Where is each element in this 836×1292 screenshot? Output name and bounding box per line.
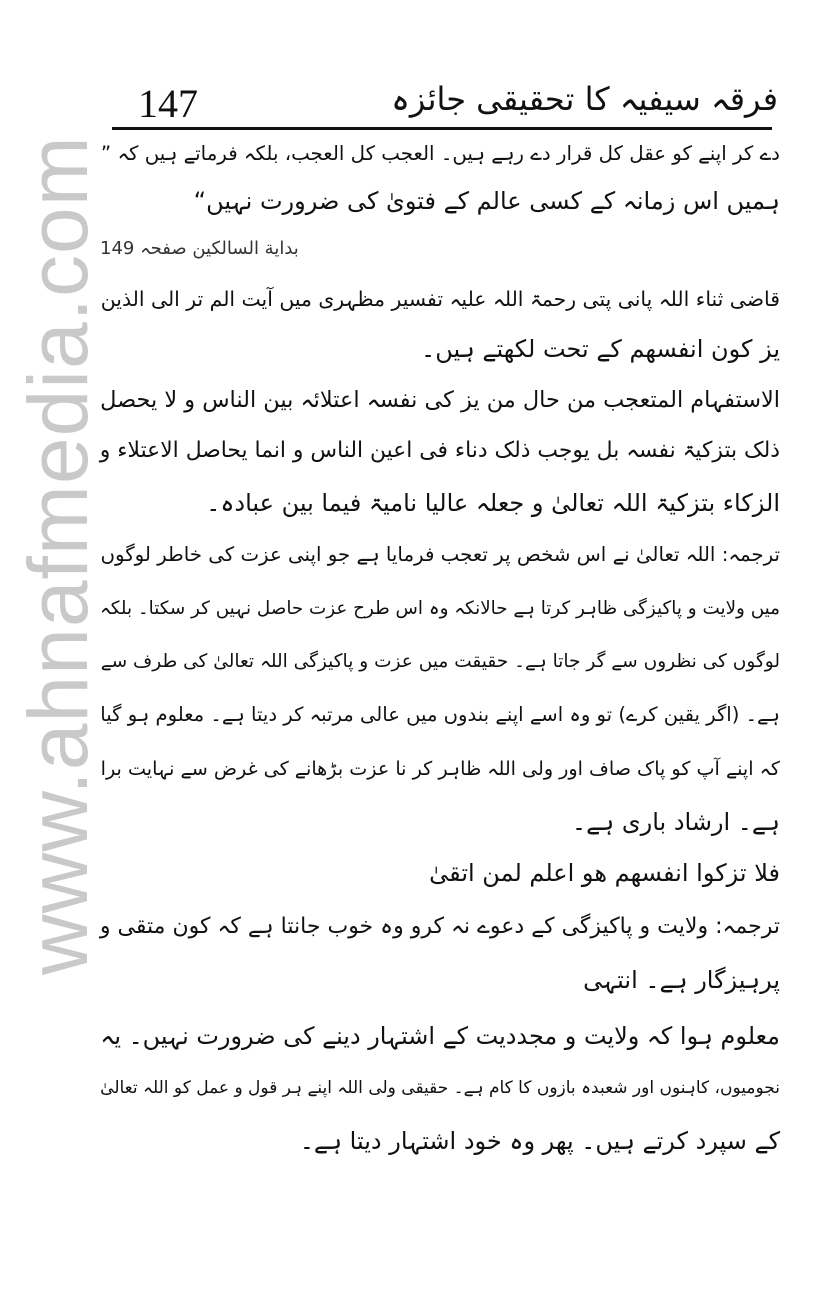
body-line: میں ولایت و پاکیزگی ظاہر کرتا ہے حالانکہ وہ اس طرح عزت حاصل نہیں کر سکتا۔ بلکہ — [100, 598, 780, 619]
body-line: الاستفہام المتعجب من حال من یز کی نفسہ اعتلائہ بین الناس و لا یحصل — [100, 387, 780, 413]
body-line: ہمیں اس زمانہ کے کسی عالم کے فتویٰ کی ضرورت نہیں“ — [193, 187, 780, 215]
body-line: لوگوں کی نظروں سے گر جاتا ہے۔ حقیقت میں عزت و پاکیزگی اللہ تعالیٰ کی طرف سے — [100, 651, 780, 672]
header-title: فرقہ سیفیہ کا تحقیقی جائزہ — [391, 80, 778, 118]
watermark-text: www.ahnafmedia.com — [11, 135, 105, 975]
body-line: فلا تزکوا انفسھم ھو اعلم لمن اتقیٰ — [429, 859, 780, 887]
reference-citation: بداية السالكين صفحہ 149 — [100, 238, 299, 259]
body-line: قاضی ثناء اللہ پانی پتی رحمۃ اللہ علیہ تفسیر مظہری میں آیت الم تر الی الذین — [100, 287, 780, 311]
body-line: دے کر اپنے کو عقل کل قرار دے رہے ہیں۔ العجب کل العجب، بلکہ فرماتے ہیں کہ ” — [100, 142, 780, 165]
body-line: ترجمہ: ولایت و پاکیزگی کے دعوے نہ کرو وہ خوب جانتا ہے کہ کون متقی و — [99, 914, 780, 939]
body-line: ترجمہ: اللہ تعالیٰ نے اس شخص پر تعجب فرمایا ہے جو اپنی عزت کی خاطر لوگوں — [100, 543, 780, 566]
page-number: 147 — [138, 81, 198, 126]
body-line: الزکاء بتزکیۃ اللہ تعالیٰ و جعلہ عالیا نامیۃ فیما بین عبادہ۔ — [206, 489, 780, 517]
body-line: کے سپرد کرتے ہیں۔ پھر وہ خود اشتہار دیتا ہے۔ — [299, 1127, 780, 1155]
header-rule — [112, 127, 772, 130]
body-line: نجومیوں، کاہنوں اور شعبدہ بازوں کا کام ہے۔ حقیقی ولی اللہ اپنے ہر قول و عمل کو اللہ تعالیٰ — [100, 1078, 780, 1098]
body-line: پرہیزگار ہے۔ انتہی — [583, 966, 780, 994]
body-line: ہے۔ ارشاد باری ہے۔ — [572, 808, 780, 836]
body-line: معلوم ہوا کہ ولایت و مجددیت کے اشتہار دینے کی ضرورت نہیں۔ یہ — [100, 1022, 780, 1050]
body-line: یز کون انفسھم کے تحت لکھتے ہیں۔ — [421, 335, 780, 363]
watermark — [10, 135, 105, 976]
body-line: ذلک بتزکیۃ نفسہ بل یوجب ذلک دناء فی اعین الناس و انما یحاصل الاعتلاء و — [99, 438, 780, 463]
body-line: کہ اپنے آپ کو پاک صاف اور ولی اللہ ظاہر کر نا عزت بڑھانے کی غرض سے نہایت برا — [100, 757, 780, 780]
body-line: ہے۔ (اگر یقین کرے) تو وہ اسے اپنے بندوں میں عالی مرتبہ کر دیتا ہے۔ معلوم ہو گیا — [100, 703, 780, 726]
